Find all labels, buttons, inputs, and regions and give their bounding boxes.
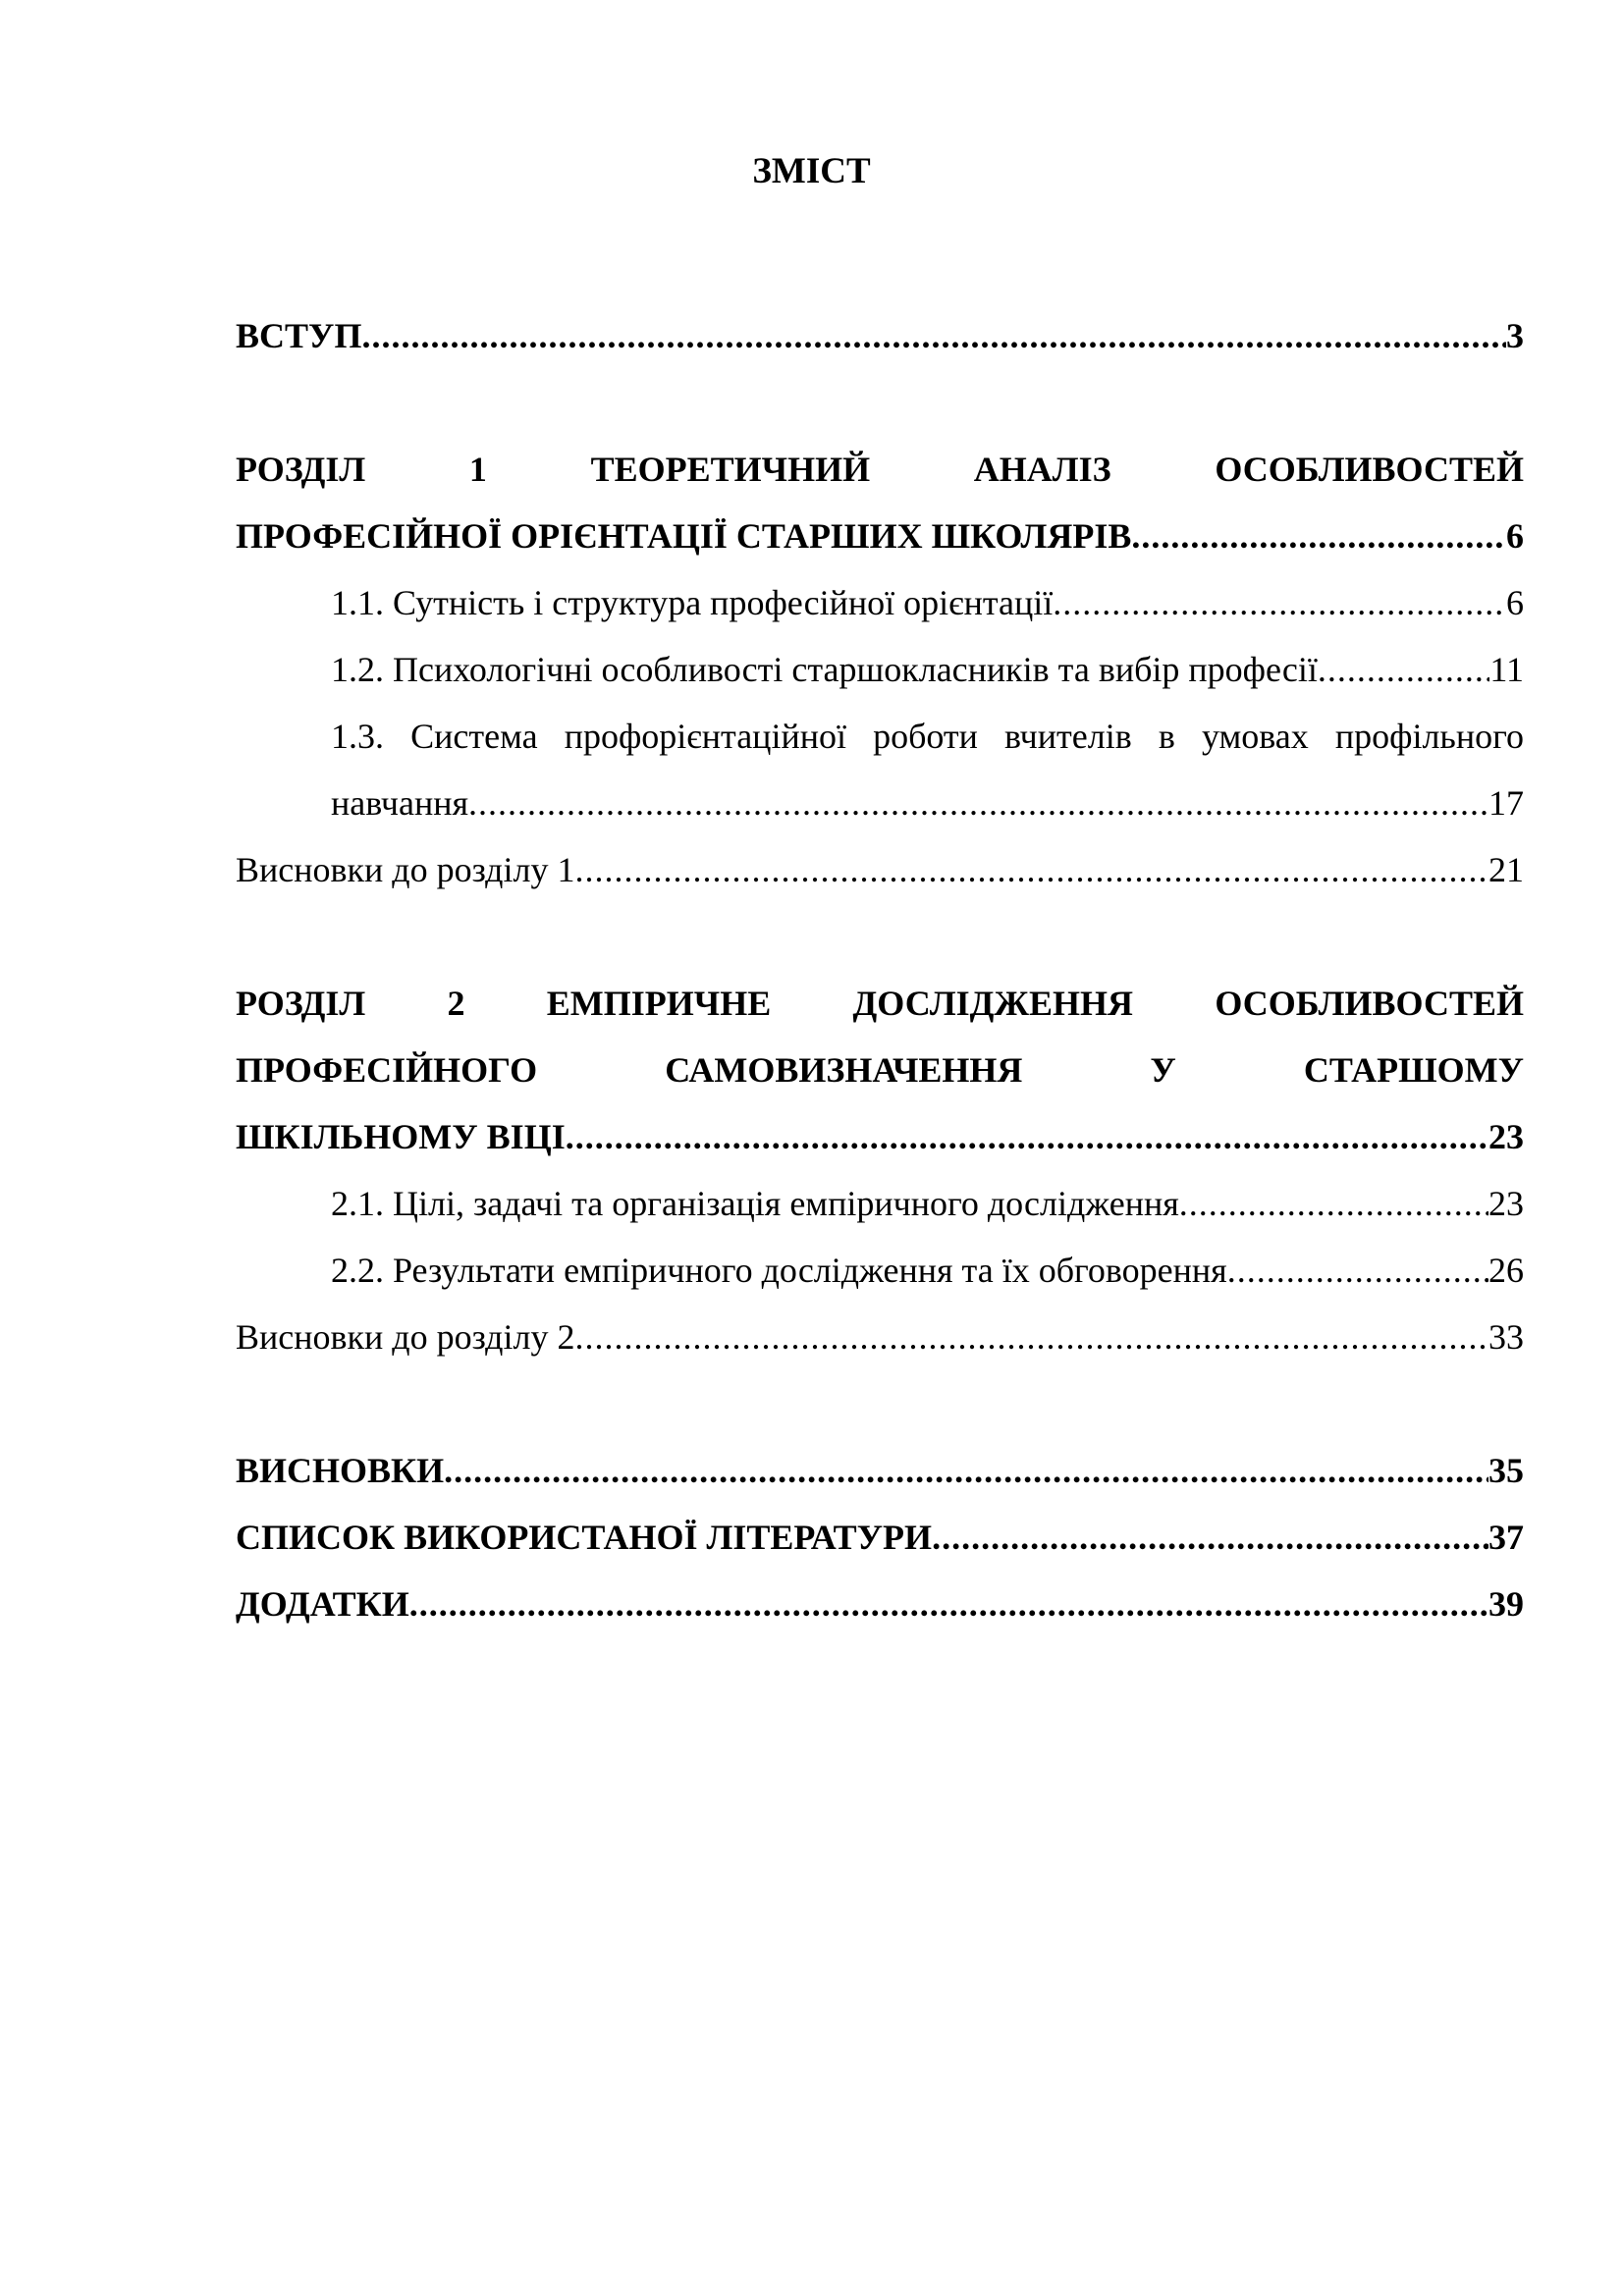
toc-section1-heading-line2 [236, 503, 1524, 569]
dot-leader [1318, 636, 1489, 703]
dot-leader [1053, 569, 1506, 636]
dot-leader [361, 302, 1506, 369]
toc-entry-label: ПРОФЕСІЙНОЇ ОРІЄНТАЦІЇ СТАРШИХ ШКОЛЯРІВ [236, 516, 1132, 556]
toc-entry-page: 35 [1488, 1451, 1524, 1490]
toc-entry-page: 3 [1506, 316, 1524, 355]
toc-entry-page: 6 [1506, 583, 1524, 622]
toc-entry-conclusions [236, 1437, 1524, 1504]
toc-section2-heading-line1: РОЗДІЛ 2 ЕМПІРИЧНЕ ДОСЛІДЖЕННЯ ОСОБЛИВОСТЕЙ [236, 984, 1524, 1023]
toc-entry-label: Висновки до розділу 2 [236, 1317, 575, 1357]
dot-leader [574, 836, 1488, 903]
toc-entry-conclusion-2 [236, 1304, 1524, 1370]
toc-entry-conclusion-1 [236, 836, 1524, 903]
dot-leader [566, 1103, 1488, 1170]
toc-entry-2-2 [331, 1237, 1524, 1304]
toc-entry-label: 1.2. Психологічні особливості старшокласників та вибір професії [331, 650, 1318, 689]
dot-leader [1131, 503, 1506, 569]
toc-section2-heading-line3 [236, 1103, 1524, 1170]
page-title: ЗМІСТ [752, 151, 871, 191]
toc-entry-label: 2.1. Цілі, задачі та організація емпіричного дослідження [331, 1184, 1179, 1223]
toc-entry-label: ДОДАТКИ [236, 1584, 409, 1624]
toc-entry-page: 33 [1488, 1317, 1524, 1357]
dot-leader [932, 1504, 1488, 1571]
toc-entry-intro [236, 302, 1524, 369]
toc-entry-page: 21 [1488, 850, 1524, 889]
toc-entry-label: Висновки до розділу 1 [236, 850, 575, 889]
toc-entry-1-1 [331, 569, 1524, 636]
toc-entry-label: навчання [331, 783, 469, 823]
toc-entry-label: СПИСОК ВИКОРИСТАНОЇ ЛІТЕРАТУРИ [236, 1518, 933, 1557]
dot-leader [468, 770, 1488, 836]
toc-entry-references [236, 1504, 1524, 1571]
toc-entry-2-1 [331, 1170, 1524, 1237]
toc-entry-1-3-line1: 1.3. Система профорієнтаційної роботи вчителів в умовах профільного [331, 717, 1524, 756]
toc-entry-label: 2.2. Результати емпіричного дослідження та їх обговорення [331, 1251, 1227, 1290]
toc-entry-1-2 [331, 636, 1524, 703]
toc-entry-page: 39 [1488, 1584, 1524, 1624]
toc-section1-heading-line1: РОЗДІЛ 1 ТЕОРЕТИЧНИЙ АНАЛІЗ ОСОБЛИВОСТЕЙ [236, 450, 1524, 489]
toc-entry-page: 11 [1489, 650, 1524, 689]
toc-section2-heading-line2: ПРОФЕСІЙНОГО САМОВИЗНАЧЕННЯ У СТАРШОМУ [236, 1050, 1524, 1090]
toc-entry-label: ШКІЛЬНОМУ ВІЦІ [236, 1117, 566, 1156]
toc-entry-page: 37 [1488, 1518, 1524, 1557]
toc-entry-label: ВСТУП [236, 316, 362, 355]
dot-leader [1227, 1237, 1488, 1304]
dot-leader [574, 1304, 1488, 1370]
dot-leader [444, 1437, 1488, 1504]
toc-entry-page: 23 [1488, 1117, 1524, 1156]
toc-entry-page: 23 [1488, 1184, 1524, 1223]
toc-entry-page: 26 [1488, 1251, 1524, 1290]
toc-entry-label: 1.1. Сутність і структура професійної орієнтації [331, 583, 1054, 622]
dot-leader [1179, 1170, 1488, 1237]
toc-entry-page: 6 [1506, 516, 1524, 556]
toc-entry-1-3-line2 [331, 770, 1524, 836]
toc-entry-page: 17 [1488, 783, 1524, 823]
toc-entry-appendices [236, 1571, 1524, 1637]
toc-entry-label: ВИСНОВКИ [236, 1451, 445, 1490]
dot-leader [409, 1571, 1488, 1637]
